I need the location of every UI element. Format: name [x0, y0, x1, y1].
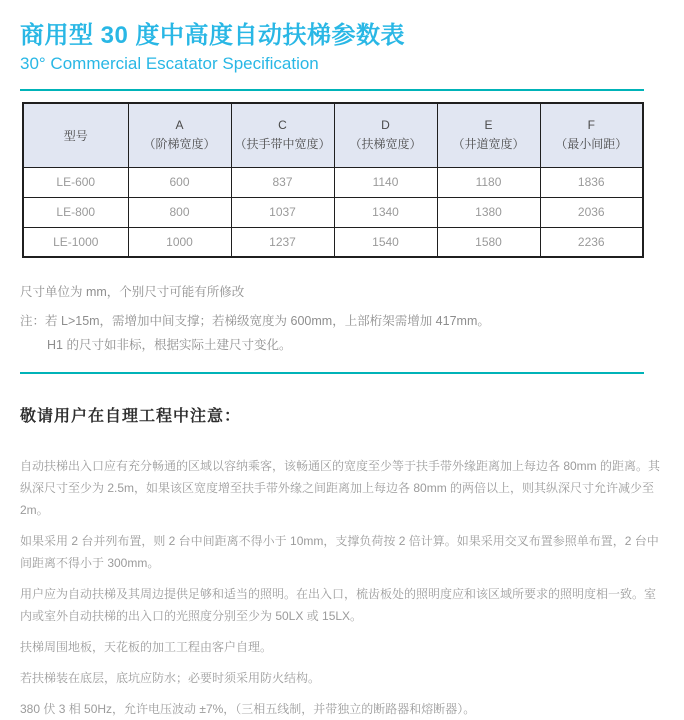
table-row	[23, 227, 643, 257]
col-header-label: D	[381, 118, 390, 133]
attention-paragraph: 若扶梯装在底层，底坑应防水；必要时须采用防火结构。	[20, 671, 321, 686]
note-line-2: H1 的尺寸如非标，根据实际土建尺寸变化。	[47, 338, 292, 353]
table-row	[23, 197, 643, 227]
cell-value: 1580	[437, 227, 540, 257]
cell-value: 600	[128, 167, 231, 197]
col-header-e	[437, 103, 540, 167]
col-header-a	[128, 103, 231, 167]
attention-heading: 敬请用户在自理工程中注意：	[20, 408, 242, 426]
col-header-sub: （井道宽度）	[452, 137, 525, 152]
cell-value: 1540	[334, 227, 437, 257]
cell-model: LE-800	[23, 197, 128, 227]
cell-model: LE-600	[23, 167, 128, 197]
col-header-label: A	[175, 118, 184, 133]
cell-value: 2236	[540, 227, 643, 257]
note-label: 注：	[20, 314, 46, 329]
section-divider	[20, 372, 644, 374]
col-header-d	[334, 103, 437, 167]
col-header-label: E	[484, 118, 493, 133]
top-divider	[20, 89, 644, 91]
attention-paragraph: 扶梯周围地板，天花板的加工工程由客户自理。	[20, 640, 273, 655]
note-line-1	[20, 314, 664, 329]
col-header-sub: （最小间距）	[555, 137, 628, 152]
col-header-sub: （阶梯宽度）	[143, 137, 216, 152]
cell-value: 1380	[437, 197, 540, 227]
cell-value: 1140	[334, 167, 437, 197]
cell-value: 1037	[231, 197, 334, 227]
table-row	[23, 167, 643, 197]
col-header-label: C	[278, 118, 287, 133]
cell-model: LE-1000	[23, 227, 128, 257]
page-subtitle: 30° Commercial Escatator Specification	[20, 53, 319, 73]
col-header-label: 型号	[63, 128, 88, 143]
cell-value: 837	[231, 167, 334, 197]
cell-value: 1836	[540, 167, 643, 197]
cell-value: 1180	[437, 167, 540, 197]
col-header-label: F	[587, 118, 595, 133]
col-header-c	[231, 103, 334, 167]
cell-value: 800	[128, 197, 231, 227]
col-header-sub: （扶梯宽度）	[349, 137, 422, 152]
page-title: 商用型 30 度中高度自动扶梯参数表	[20, 22, 406, 49]
unit-note: 尺寸单位为 mm，个别尺寸可能有所修改	[20, 285, 245, 300]
col-header-sub: （扶手带中宽度）	[234, 137, 331, 152]
attention-body	[20, 455, 664, 720]
notes-block	[20, 285, 664, 353]
cell-value: 1237	[231, 227, 334, 257]
cell-value: 2036	[540, 197, 643, 227]
col-header-model	[23, 103, 128, 167]
attention-paragraph: 380 伏 3 相 50Hz，允许电压波动 ±7%，（三相五线制，并带独立的断路器和熔断器）。	[20, 702, 476, 717]
spec-table	[22, 102, 644, 258]
table-header-row	[23, 103, 643, 167]
cell-value: 1000	[128, 227, 231, 257]
col-header-f	[540, 103, 643, 167]
note-text: 若 L>15m，需增加中间支撑；若梯级宽度为 600mm，上部桁架需增加 417mm。	[45, 314, 490, 329]
attention-paragraph: 自动扶梯出入口应有充分畅通的区域以容纳乘客，该畅通区的宽度至少等于扶手带外缘距离加上每边各 80mm 的距离。其纵深尺寸至少为 2.5m，如果该区宽度增至扶手带外缘之间距离加上每边各 80mm 的两倍以上，则其纵深尺寸允许减少至 2m。	[20, 459, 661, 518]
cell-value: 1340	[334, 197, 437, 227]
attention-paragraph: 用户应为自动扶梯及其周边提供足够和适当的照明。在出入口，梳齿板处的照明度应和该区域所要求的照明度相一致。室内或室外自动扶梯的出入口的光照度分别至少为 50LX 或 15LX。	[20, 587, 657, 624]
attention-paragraph: 如果采用 2 台并列布置，则 2 台中间距离不得小于 10mm，支撑负荷按 2 倍计算。如果采用交叉布置参照单布置，2 台中间距离不得小于 300mm。	[20, 534, 659, 571]
